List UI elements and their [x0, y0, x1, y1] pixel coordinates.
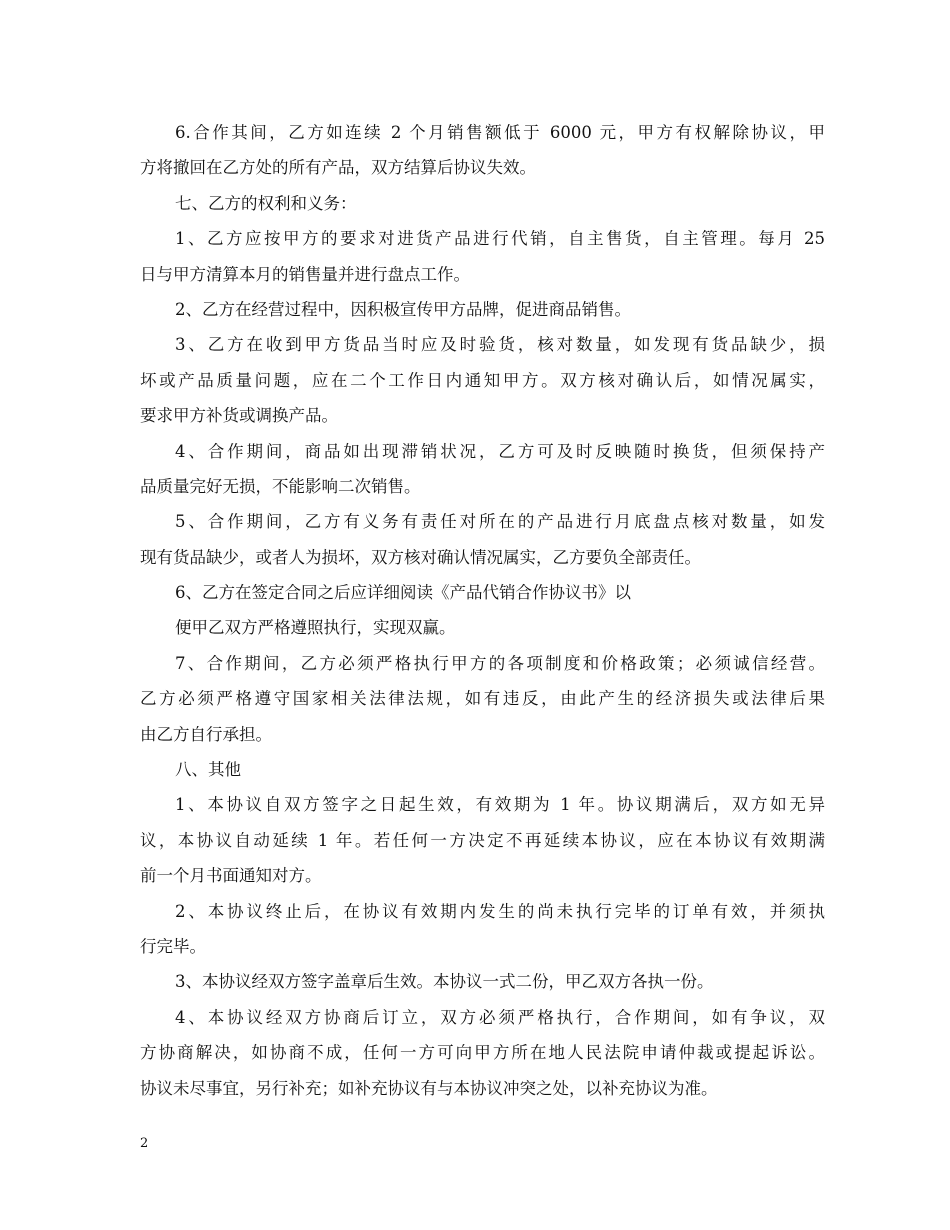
paragraph-line: 乙方必须严格遵守国家相关法律法规，如有违反，由此产生的经济损失或法律后果: [140, 689, 825, 709]
paragraph-line: 便甲乙双方严格遵照执行，实现双赢。: [175, 618, 456, 638]
section-heading: 七、乙方的权利和义务：: [175, 193, 357, 213]
paragraph-line: 议，本协议自动延续 1 年。若任何一方决定不再延续本协议，应在本协议有效期满: [140, 830, 825, 850]
paragraph-line: 前一个月书面通知对方。: [140, 866, 322, 886]
paragraph-line: 4、合作期间，商品如出现滞销状况，乙方可及时反映随时换货，但须保持产: [175, 441, 825, 461]
paragraph-line: 现有货品缺少，或者人为损坏，双方核对确认情况属实，乙方要负全部责任。: [140, 547, 701, 567]
paragraph-line: 1、本协议自双方签字之日起生效，有效期为 1 年。协议期满后，双方如无异: [175, 795, 825, 815]
paragraph-line: 日与甲方清算本月的销售量并进行盘点工作。: [140, 264, 470, 284]
paragraph-line: 5、合作期间，乙方有义务有责任对所在的产品进行月底盘点核对数量，如发: [175, 512, 825, 532]
paragraph-line: 方将撤回在乙方处的所有产品，双方结算后协议失效。: [140, 158, 536, 178]
paragraph-line: 协议未尽事宜，另行补充；如补充协议有与本协议冲突之处，以补充协议为准。: [140, 1078, 718, 1098]
paragraph-line: 行完毕。: [140, 936, 206, 956]
paragraph-line: 6.合作其间，乙方如连续 2 个月销售额低于 6000 元，甲方有权解除协议，甲: [175, 123, 825, 142]
section-heading: 八、其他: [175, 760, 241, 780]
page-number: 2: [140, 1136, 149, 1151]
paragraph-line: 要求甲方补货或调换产品。: [140, 406, 338, 426]
paragraph-line: 品质量完好无损，不能影响二次销售。: [140, 476, 421, 496]
paragraph-line: 1、乙方应按甲方的要求对进货产品进行代销，自主售货，自主管理。每月 25: [175, 229, 825, 249]
paragraph-line: 7、合作期间，乙方必须严格执行甲方的各项制度和价格政策；必须诚信经营。: [175, 653, 825, 673]
paragraph-line: 2、乙方在经营过程中，因积极宣传甲方品牌，促进商品销售。: [175, 299, 631, 319]
paragraph-line: 4、本协议经双方协商后订立，双方必须严格执行，合作期间，如有争议，双: [175, 1007, 825, 1027]
paragraph-line: 坏或产品质量问题，应在二个工作日内通知甲方。双方核对确认后，如情况属实，: [140, 370, 825, 390]
paragraph-line: 3、乙方在收到甲方货品当时应及时验货，核对数量，如发现有货品缺少，损: [175, 335, 825, 355]
paragraph-line: 6、乙方在签定合同之后应详细阅读《产品代销合作协议书》以: [175, 583, 631, 603]
paragraph-line: 由乙方自行承担。: [140, 724, 272, 744]
document-body: [140, 115, 825, 1106]
paragraph-line: 2、本协议终止后，在协议有效期内发生的尚未执行完毕的订单有效，并须执: [175, 901, 825, 921]
paragraph-line: 方协商解决，如协商不成，任何一方可向甲方所在地人民法院申请仲裁或提起诉讼。: [140, 1043, 825, 1063]
paragraph-line: 3、本协议经双方签字盖章后生效。本协议一式二份，甲乙双方各执一份。: [175, 972, 714, 992]
